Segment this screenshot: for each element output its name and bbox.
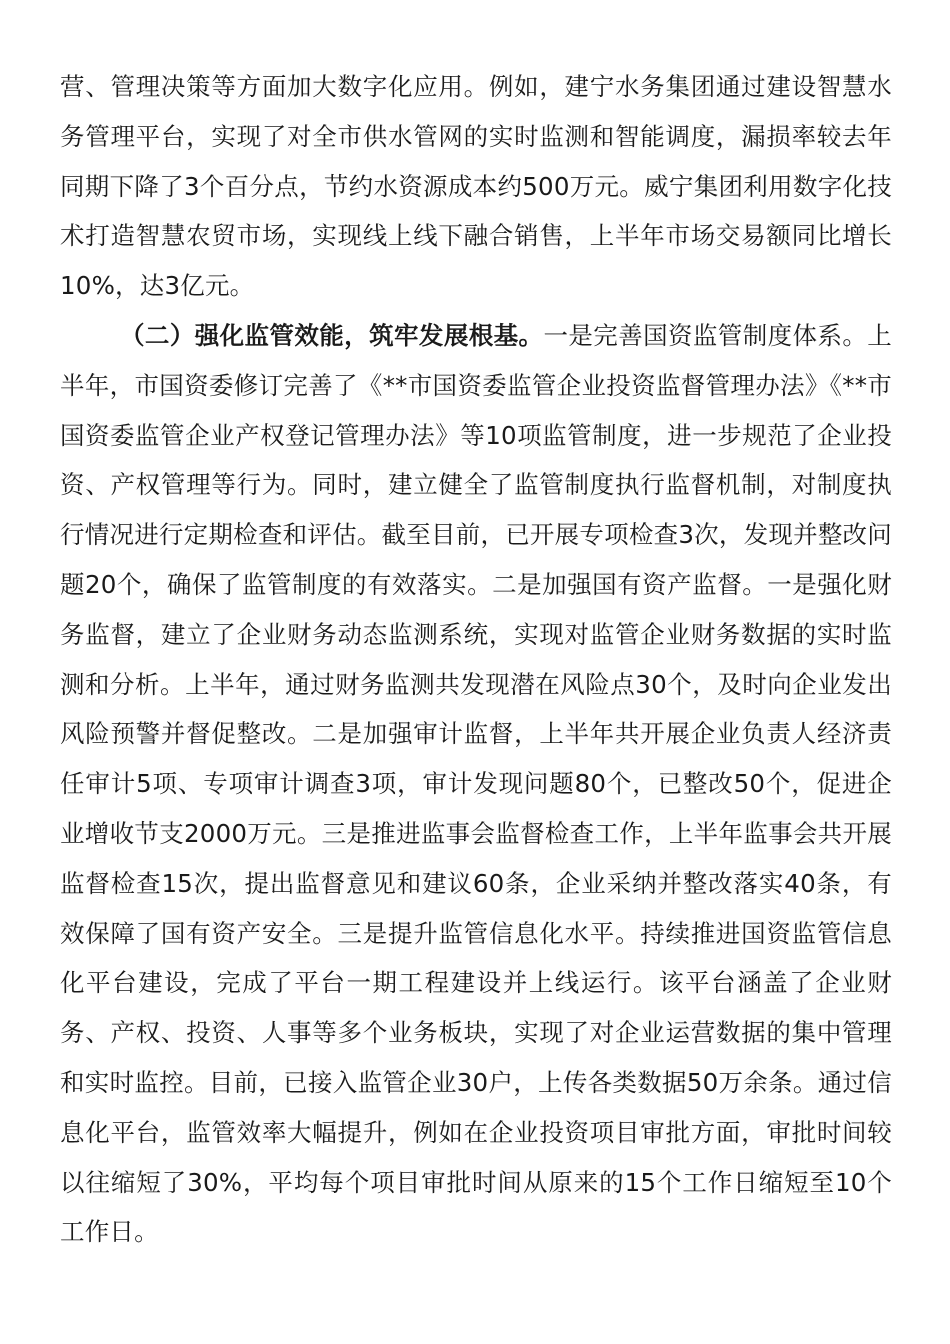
paragraph-supervision bbox=[60, 311, 892, 1257]
section-heading: （二）强化监管效能，筑牢发展根基。 bbox=[120, 320, 544, 350]
paragraph-digital-application: 营、管理决策等方面加大数字化应用。例如，建宁水务集团通过建设智慧水务管理平台，实现了对全市供水管网的实时监测和智能调度，漏损率较去年同期下降了3个百分点，节约水资源成本约500万元。威宁集团利用数字化技术打造智慧农贸市场，实现线上线下融合销售，上半年市场交易额同比增长10%，达3亿元。 bbox=[60, 72, 892, 301]
document-page bbox=[60, 62, 892, 1257]
section-body: 一是完善国资监管制度体系。上半年，市国资委修订完善了《**市国资委监管企业投资监督管理办法》《**市国资委监管企业产权登记管理办法》等10项监管制度，进一步规范了企业投资、产权管理等行为。同时，建立健全了监管制度执行监督机制，对制度执行情况进行定期检查和评估。截至目前，已开展专项检查3次，发现并整改问题20个，确保了监管制度的有效落实。二是加强国有资产监督。一是强化财务监督，建立了企业财务动态监测系统，实现对监管企业财务数据的实时监测和分析。上半年，通过财务监测共发现潜在风险点30个，及时向企业发出风险预警并督促整改。二是加强审计监督，上半年共开展企业负责人经济责任审计5项、专项审计调查3项，审计发现问题80个，已整改50个，促进企业增收节支2000万元。三是推进监事会监督检查工作，上半年监事会共开展监督检查15次，提出监督意见和建议60条，企业采纳并整改落实40条，有效保障了国有资产安全。三是提升监管信息化水平。持续推进国资监管信息化平台建设，完成了平台一期工程建设并上线运行。该平台涵盖了企业财务、产权、投资、人事等多个业务板块，实现了对企业运营数据的集中管理和实时监控。目前，已接入监管企业30户，上传各类数据50万余条。通过信息化平台，监管效率大幅提升，例如在企业投资项目审批方面，审批时间较以往缩短了30%，平均每个项目审批时间从原来的15个工作日缩短至10个工作日。 bbox=[60, 320, 892, 1247]
